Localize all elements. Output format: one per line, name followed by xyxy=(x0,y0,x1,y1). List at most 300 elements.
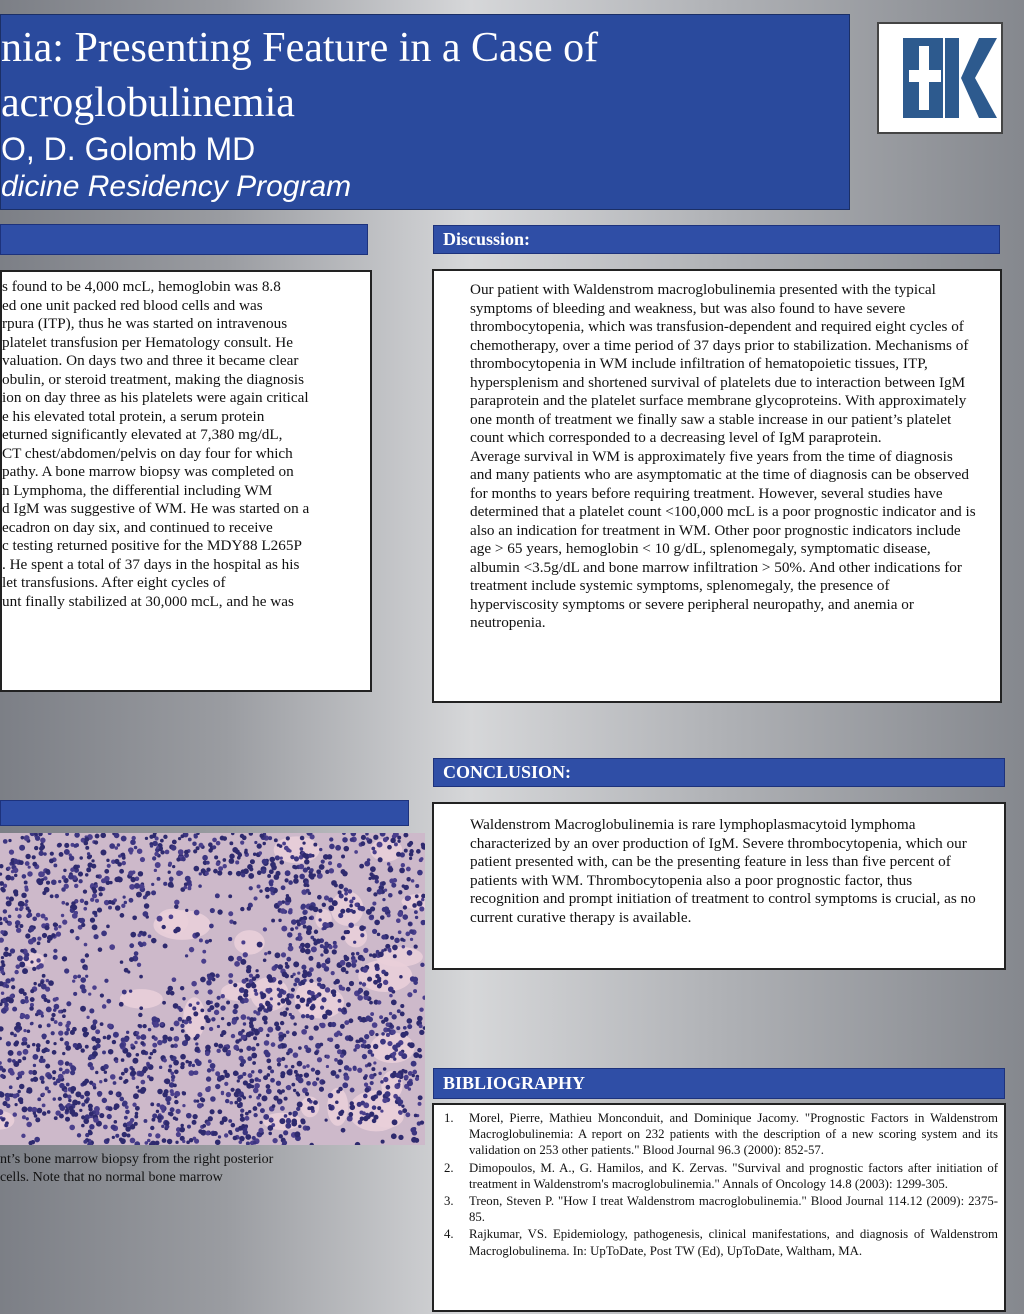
lymphocyte-nucleus xyxy=(211,1017,215,1021)
lymphocyte-nucleus xyxy=(36,965,41,970)
lymphocyte-nucleus xyxy=(212,838,217,843)
lymphocyte-nucleus xyxy=(73,844,77,848)
lymphocyte-nucleus xyxy=(42,891,46,895)
lymphocyte-nucleus xyxy=(235,1088,241,1094)
lymphocyte-nucleus xyxy=(307,998,312,1003)
lymphocyte-nucleus xyxy=(194,910,200,916)
lymphocyte-nucleus xyxy=(240,1108,244,1112)
lymphocyte-nucleus xyxy=(41,914,46,919)
lymphocyte-nucleus xyxy=(163,943,168,948)
lymphocyte-nucleus xyxy=(134,1122,138,1126)
lymphocyte-nucleus xyxy=(37,941,41,945)
lymphocyte-nucleus xyxy=(93,1023,96,1026)
lymphocyte-nucleus xyxy=(403,885,408,890)
bone-marrow-biopsy-image xyxy=(0,833,425,1145)
lymphocyte-nucleus xyxy=(254,989,258,993)
lymphocyte-nucleus xyxy=(35,1117,40,1122)
lymphocyte-nucleus xyxy=(258,1027,263,1032)
lymphocyte-nucleus xyxy=(209,924,214,929)
lymphocyte-nucleus xyxy=(206,1000,211,1005)
lymphocyte-nucleus xyxy=(138,871,143,876)
lymphocyte-nucleus xyxy=(309,905,315,911)
lymphocyte-nucleus xyxy=(290,855,294,859)
lymphocyte-nucleus xyxy=(13,868,19,874)
lymphocyte-nucleus xyxy=(144,903,149,908)
lymphocyte-nucleus xyxy=(291,1065,295,1069)
lymphocyte-nucleus xyxy=(58,925,61,928)
lymphocyte-nucleus xyxy=(297,1093,301,1097)
lymphocyte-nucleus xyxy=(122,1132,127,1137)
lymphocyte-nucleus xyxy=(99,892,103,896)
lymphocyte-nucleus xyxy=(121,1058,125,1062)
lymphocyte-nucleus xyxy=(27,1029,31,1033)
lymphocyte-nucleus xyxy=(178,1017,183,1022)
lymphocyte-nucleus xyxy=(53,949,57,953)
lymphocyte-nucleus xyxy=(381,1140,385,1144)
lymphocyte-nucleus xyxy=(46,1007,52,1013)
lymphocyte-nucleus xyxy=(350,1088,355,1093)
lymphocyte-nucleus xyxy=(218,1135,221,1138)
lymphocyte-nucleus xyxy=(210,1063,216,1069)
lymphocyte-nucleus xyxy=(130,839,136,845)
lymphocyte-nucleus xyxy=(270,1078,275,1083)
lymphocyte-nucleus xyxy=(396,1026,400,1030)
lymphocyte-nucleus xyxy=(69,1125,75,1131)
lymphocyte-nucleus xyxy=(176,1109,181,1114)
lymphocyte-nucleus xyxy=(351,959,356,964)
lymphocyte-nucleus xyxy=(351,952,355,956)
lymphocyte-nucleus xyxy=(220,1075,225,1080)
lymphocyte-nucleus xyxy=(136,1086,139,1089)
lymphocyte-nucleus xyxy=(371,1053,375,1057)
lymphocyte-nucleus xyxy=(301,1014,305,1018)
lymphocyte-nucleus xyxy=(394,1048,398,1052)
lymphocyte-nucleus xyxy=(284,1097,288,1101)
lymphocyte-nucleus xyxy=(371,1067,375,1071)
lymphocyte-nucleus xyxy=(392,1014,397,1019)
lymphocyte-nucleus xyxy=(14,892,18,896)
lymphocyte-nucleus xyxy=(373,1073,376,1076)
lymphocyte-nucleus xyxy=(81,1124,85,1128)
lymphocyte-nucleus xyxy=(148,1028,152,1032)
lymphocyte-nucleus xyxy=(306,889,310,893)
lymphocyte-nucleus xyxy=(196,846,200,850)
lymphocyte-nucleus xyxy=(415,884,419,888)
lymphocyte-nucleus xyxy=(288,880,293,885)
lymphocyte-nucleus xyxy=(22,1115,26,1119)
lymphocyte-nucleus xyxy=(192,842,196,846)
lymphocyte-nucleus xyxy=(301,904,306,909)
lymphocyte-nucleus xyxy=(133,1093,139,1099)
lymphocyte-nucleus xyxy=(216,841,221,846)
lymphocyte-nucleus xyxy=(185,954,188,957)
lymphocyte-nucleus xyxy=(263,959,267,963)
lymphocyte-nucleus xyxy=(418,1054,422,1058)
lymphocyte-nucleus xyxy=(288,849,291,852)
lymphocyte-nucleus xyxy=(350,838,354,842)
lymphocyte-nucleus xyxy=(45,869,50,874)
lymphocyte-nucleus xyxy=(260,833,264,837)
lymphocyte-nucleus xyxy=(257,942,263,948)
lymphocyte-nucleus xyxy=(228,894,232,898)
lymphocyte-nucleus xyxy=(306,1003,309,1006)
lymphocyte-nucleus xyxy=(264,1040,270,1046)
lymphocyte-nucleus xyxy=(295,937,299,941)
lymphocyte-nucleus xyxy=(360,933,364,937)
lymphocyte-nucleus xyxy=(340,1024,345,1029)
lymphocyte-nucleus xyxy=(308,853,313,858)
lymphocyte-nucleus xyxy=(227,1022,231,1026)
lymphocyte-nucleus xyxy=(398,1099,403,1104)
lymphocyte-nucleus xyxy=(240,907,244,911)
lymphocyte-nucleus xyxy=(383,980,388,985)
lymphocyte-nucleus xyxy=(100,1022,104,1026)
lymphocyte-nucleus xyxy=(397,1083,400,1086)
lymphocyte-nucleus xyxy=(168,882,174,888)
lymphocyte-nucleus xyxy=(53,955,58,960)
case-text-line: ecadron on day six, and continued to receive xyxy=(2,518,273,536)
lymphocyte-nucleus xyxy=(229,1101,233,1105)
lymphocyte-nucleus xyxy=(253,852,256,855)
lymphocyte-nucleus xyxy=(8,915,11,918)
lymphocyte-nucleus xyxy=(269,1118,273,1122)
lymphocyte-nucleus xyxy=(309,967,314,972)
lymphocyte-nucleus xyxy=(378,1072,381,1075)
lymphocyte-nucleus xyxy=(319,848,322,851)
lymphocyte-nucleus xyxy=(174,1021,180,1027)
lymphocyte-nucleus xyxy=(11,860,14,863)
lymphocyte-nucleus xyxy=(249,1078,254,1083)
lymphocyte-nucleus xyxy=(373,1095,377,1099)
lymphocyte-nucleus xyxy=(88,1131,93,1136)
lymphocyte-nucleus xyxy=(345,1020,349,1024)
lymphocyte-nucleus xyxy=(129,851,132,854)
lymphocyte-nucleus xyxy=(83,1140,87,1144)
lymphocyte-nucleus xyxy=(176,857,180,861)
lymphocyte-nucleus xyxy=(41,1014,44,1017)
lymphocyte-nucleus xyxy=(279,1038,283,1042)
lymphocyte-nucleus xyxy=(63,869,66,872)
lymphocyte-nucleus xyxy=(72,1027,77,1032)
lymphocyte-nucleus xyxy=(378,857,383,862)
lymphocyte-nucleus xyxy=(309,1015,314,1020)
lymphocyte-nucleus xyxy=(313,938,316,941)
lymphocyte-nucleus xyxy=(189,1020,192,1023)
lymphocyte-nucleus xyxy=(253,896,257,900)
lymphocyte-nucleus xyxy=(72,1100,78,1106)
lymphocyte-nucleus xyxy=(121,836,127,842)
lymphocyte-nucleus xyxy=(267,1073,271,1077)
lymphocyte-nucleus xyxy=(73,975,77,979)
lymphocyte-nucleus xyxy=(81,923,85,927)
lymphocyte-nucleus xyxy=(301,965,306,970)
lymphocyte-nucleus xyxy=(196,1002,199,1005)
lymphocyte-nucleus xyxy=(58,1030,63,1035)
lymphocyte-nucleus xyxy=(136,892,142,898)
lymphocyte-nucleus xyxy=(40,1056,43,1059)
lymphocyte-nucleus xyxy=(372,929,377,934)
lymphocyte-nucleus xyxy=(106,859,109,862)
reference-list xyxy=(444,1110,998,1259)
lymphocyte-nucleus xyxy=(350,1105,356,1111)
lymphocyte-nucleus xyxy=(73,992,77,996)
lymphocyte-nucleus xyxy=(108,1049,114,1055)
lymphocyte-nucleus xyxy=(85,975,88,978)
lymphocyte-nucleus xyxy=(1,1118,5,1122)
lymphocyte-nucleus xyxy=(180,1054,186,1060)
lymphocyte-nucleus xyxy=(81,1048,85,1052)
lymphocyte-nucleus xyxy=(215,893,220,898)
lymphocyte-nucleus xyxy=(5,984,9,988)
lymphocyte-nucleus xyxy=(181,857,186,862)
lymphocyte-nucleus xyxy=(346,930,350,934)
lymphocyte-nucleus xyxy=(286,1119,291,1124)
lymphocyte-nucleus xyxy=(62,1071,66,1075)
case-text-line: valuation. On days two and three it became clear xyxy=(2,352,299,369)
lymphocyte-nucleus xyxy=(302,853,307,858)
lymphocyte-nucleus xyxy=(68,874,74,880)
lymphocyte-nucleus xyxy=(256,1096,260,1100)
lymphocyte-nucleus xyxy=(162,925,166,929)
lymphocyte-nucleus xyxy=(179,1008,183,1012)
lymphocyte-nucleus xyxy=(113,1081,117,1085)
lymphocyte-nucleus xyxy=(348,1067,352,1071)
lymphocyte-nucleus xyxy=(421,898,424,901)
lymphocyte-nucleus xyxy=(62,956,67,961)
lymphocyte-nucleus xyxy=(115,1060,118,1063)
conclusion-panel xyxy=(432,802,1006,970)
lymphocyte-nucleus xyxy=(194,866,200,872)
lymphocyte-nucleus xyxy=(8,1050,14,1056)
lymphocyte-nucleus xyxy=(335,1044,340,1049)
lymphocyte-nucleus xyxy=(126,1031,129,1034)
lymphocyte-nucleus xyxy=(95,834,100,839)
lymphocyte-nucleus xyxy=(284,1065,287,1068)
lymphocyte-nucleus xyxy=(70,929,74,933)
lymphocyte-nucleus xyxy=(161,1125,164,1128)
lymphocyte-nucleus xyxy=(231,1034,235,1038)
lymphocyte-nucleus xyxy=(412,1070,417,1075)
lymphocyte-nucleus xyxy=(264,952,267,955)
lymphocyte-nucleus xyxy=(13,1042,18,1047)
lymphocyte-nucleus xyxy=(231,1123,236,1128)
lymphocyte-nucleus xyxy=(393,954,397,958)
lymphocyte-nucleus xyxy=(315,1070,320,1075)
lymphocyte-nucleus xyxy=(349,899,353,903)
lymphocyte-nucleus xyxy=(200,1130,206,1136)
lymphocyte-nucleus xyxy=(320,1023,326,1029)
figure-section-header xyxy=(0,800,409,826)
lymphocyte-nucleus xyxy=(300,997,306,1003)
lymphocyte-nucleus xyxy=(293,1111,298,1116)
lymphocyte-nucleus xyxy=(65,1117,70,1122)
lymphocyte-nucleus xyxy=(141,1050,146,1055)
lymphocyte-nucleus xyxy=(214,1043,218,1047)
lymphocyte-nucleus xyxy=(47,1074,53,1080)
lymphocyte-nucleus xyxy=(199,872,202,875)
lymphocyte-nucleus xyxy=(328,945,332,949)
lymphocyte-nucleus xyxy=(41,1033,46,1038)
lymphocyte-nucleus xyxy=(357,995,363,1001)
lymphocyte-nucleus xyxy=(269,857,275,863)
lymphocyte-nucleus xyxy=(291,1083,295,1087)
lymphocyte-nucleus xyxy=(181,1029,185,1033)
lymphocyte-nucleus xyxy=(9,1085,13,1089)
lymphocyte-nucleus xyxy=(220,836,225,841)
lymphocyte-nucleus xyxy=(397,836,401,840)
lymphocyte-nucleus xyxy=(314,930,318,934)
lymphocyte-nucleus xyxy=(52,1050,57,1055)
lymphocyte-nucleus xyxy=(217,870,222,875)
lymphocyte-nucleus xyxy=(122,990,127,995)
lymphocyte-nucleus xyxy=(290,975,293,978)
lymphocyte-nucleus xyxy=(253,1141,256,1144)
lymphocyte-nucleus xyxy=(198,884,202,888)
lymphocyte-nucleus xyxy=(89,1008,94,1013)
lymphocyte-nucleus xyxy=(373,1044,378,1049)
lymphocyte-nucleus xyxy=(80,977,86,983)
lymphocyte-nucleus xyxy=(262,1095,268,1101)
case-text-line: n Lymphoma, the differential including WM xyxy=(2,481,273,499)
lymphocyte-nucleus xyxy=(1,956,4,959)
lymphocyte-nucleus xyxy=(259,1121,262,1124)
lymphocyte-nucleus xyxy=(331,1022,336,1027)
case-text-line: d IgM was suggestive of WM. He was started on a xyxy=(2,500,310,517)
lymphocyte-nucleus xyxy=(348,1112,353,1117)
lymphocyte-nucleus xyxy=(341,854,345,858)
lymphocyte-nucleus xyxy=(369,1112,374,1117)
lymphocyte-nucleus xyxy=(59,1068,63,1072)
lymphocyte-nucleus xyxy=(368,877,371,880)
lymphocyte-nucleus xyxy=(305,1126,310,1131)
lymphocyte-nucleus xyxy=(249,1017,254,1022)
lymphocyte-nucleus xyxy=(153,1037,157,1041)
lymphocyte-nucleus xyxy=(215,974,219,978)
lymphocyte-nucleus xyxy=(91,864,96,869)
lymphocyte-nucleus xyxy=(388,893,393,898)
lymphocyte-nucleus xyxy=(37,1097,41,1101)
lymphocyte-nucleus xyxy=(41,1049,46,1054)
lymphocyte-nucleus xyxy=(304,859,309,864)
lymphocyte-nucleus xyxy=(374,920,380,926)
lymphocyte-nucleus xyxy=(132,915,137,920)
lymphocyte-nucleus xyxy=(51,879,57,885)
lymphocyte-nucleus xyxy=(304,1072,309,1077)
lymphocyte-nucleus xyxy=(388,867,394,873)
lymphocyte-nucleus xyxy=(24,903,28,907)
lymphocyte-nucleus xyxy=(93,934,98,939)
lymphocyte-nucleus xyxy=(363,990,369,996)
lymphocyte-nucleus xyxy=(403,1026,407,1030)
lymphocyte-nucleus xyxy=(45,1064,50,1069)
lymphocyte-nucleus xyxy=(77,974,81,978)
lymphocyte-nucleus xyxy=(157,1089,163,1095)
case-text-line: ed one unit packed red blood cells and was xyxy=(2,296,263,314)
lymphocyte-nucleus xyxy=(124,968,129,973)
lymphocyte-nucleus xyxy=(102,1004,107,1009)
lymphocyte-nucleus xyxy=(163,882,167,886)
lymphocyte-nucleus xyxy=(280,1021,284,1025)
lymphocyte-nucleus xyxy=(194,990,199,995)
poster-program: dicine Residency Program xyxy=(1,170,352,203)
lymphocyte-nucleus xyxy=(211,1068,215,1072)
lymphocyte-nucleus xyxy=(229,841,233,845)
lymphocyte-nucleus xyxy=(327,957,330,960)
lymphocyte-nucleus xyxy=(306,884,309,887)
reference-number: 2. xyxy=(444,1160,454,1175)
lymphocyte-nucleus xyxy=(115,846,119,850)
lymphocyte-nucleus xyxy=(317,977,322,982)
lymphocyte-nucleus xyxy=(377,1106,381,1110)
lymphocyte-nucleus xyxy=(294,856,299,861)
lymphocyte-nucleus xyxy=(47,1023,51,1027)
lymphocyte-nucleus xyxy=(359,864,364,869)
lymphocyte-nucleus xyxy=(30,997,35,1002)
lymphocyte-nucleus xyxy=(94,884,98,888)
lymphocyte-nucleus xyxy=(58,1060,64,1066)
lymphocyte-nucleus xyxy=(322,1080,326,1084)
lymphocyte-nucleus xyxy=(297,971,300,974)
lymphocyte-nucleus xyxy=(39,846,44,851)
lymphocyte-nucleus xyxy=(266,1034,269,1037)
lymphocyte-nucleus xyxy=(302,841,305,844)
lymphocyte-nucleus xyxy=(79,1109,82,1112)
lymphocyte-nucleus xyxy=(344,955,348,959)
lymphocyte-nucleus xyxy=(124,1116,128,1120)
lymphocyte-nucleus xyxy=(310,1106,315,1111)
lymphocyte-nucleus xyxy=(194,834,198,838)
lymphocyte-nucleus xyxy=(171,1075,176,1080)
lymphocyte-nucleus xyxy=(415,916,418,919)
lymphocyte-nucleus xyxy=(137,933,141,937)
reference-text: Morel, Pierre, Mathieu Monconduit, and Dominique Jacomy. "Prognostic Factors in Waldenstrom Macroglobulinemia: A report on 232 patients with the description of a new scoring system and its validation on 253 other patients." Blood Journal 96.3 (2000): 852-57. xyxy=(469,1111,998,1158)
lymphocyte-nucleus xyxy=(396,918,401,923)
lymphocyte-nucleus xyxy=(305,1092,309,1096)
lymphocyte-nucleus xyxy=(333,944,338,949)
lymphocyte-nucleus xyxy=(154,1022,159,1027)
lymphocyte-nucleus xyxy=(17,914,21,918)
lymphocyte-nucleus xyxy=(417,1048,422,1053)
lymphocyte-nucleus xyxy=(402,1108,407,1113)
lymphocyte-nucleus xyxy=(103,1036,107,1040)
discussion-panel xyxy=(432,269,1002,703)
lymphocyte-nucleus xyxy=(340,1009,344,1013)
lymphocyte-nucleus xyxy=(284,846,289,851)
lymphocyte-nucleus xyxy=(329,844,335,850)
lymphocyte-nucleus xyxy=(258,1069,263,1074)
lymphocyte-nucleus xyxy=(13,1112,17,1116)
lymphocyte-nucleus xyxy=(90,918,95,923)
lymphocyte-nucleus xyxy=(361,841,366,846)
lymphocyte-nucleus xyxy=(80,984,86,990)
lymphocyte-nucleus xyxy=(253,1113,257,1117)
lymphocyte-nucleus xyxy=(268,1132,272,1136)
discussion-paragraph-2: Average survival in WM is approximately five years from the time of diagnosis and many patients who are asymptomatic at the time of diagnosis can be observed for months to years before requiring treatment. However, several studies have determined that a platelet count <100,000 mcL is a poor prognostic indicator and is also an indication for treatment in WM. Other poor prognostic indicators include age > 65 years, hemoglobin < 10 g/dL, splenomegaly, symptomatic disease, albumin <3.5g/dL and bone marrow infiltration > 50%. And other indications for treatment include systemic symptoms, splenomegaly, the presence of hyperviscosity symptoms or severe peripheral neuropathy, and anemia or neutropenia. xyxy=(470,447,976,631)
lymphocyte-nucleus xyxy=(204,1015,209,1020)
lymphocyte-nucleus xyxy=(135,1106,140,1111)
lymphocyte-nucleus xyxy=(55,894,59,898)
lymphocyte-nucleus xyxy=(341,967,346,972)
lymphocyte-nucleus xyxy=(193,1011,198,1016)
lymphocyte-nucleus xyxy=(142,931,146,935)
lymphocyte-nucleus xyxy=(409,852,414,857)
lymphocyte-nucleus xyxy=(337,1116,340,1119)
lymphocyte-nucleus xyxy=(10,1032,14,1036)
lymphocyte-nucleus xyxy=(156,1103,160,1107)
lymphocyte-nucleus xyxy=(120,960,124,964)
lymphocyte-nucleus xyxy=(163,835,167,839)
lymphocyte-nucleus xyxy=(99,1113,104,1118)
